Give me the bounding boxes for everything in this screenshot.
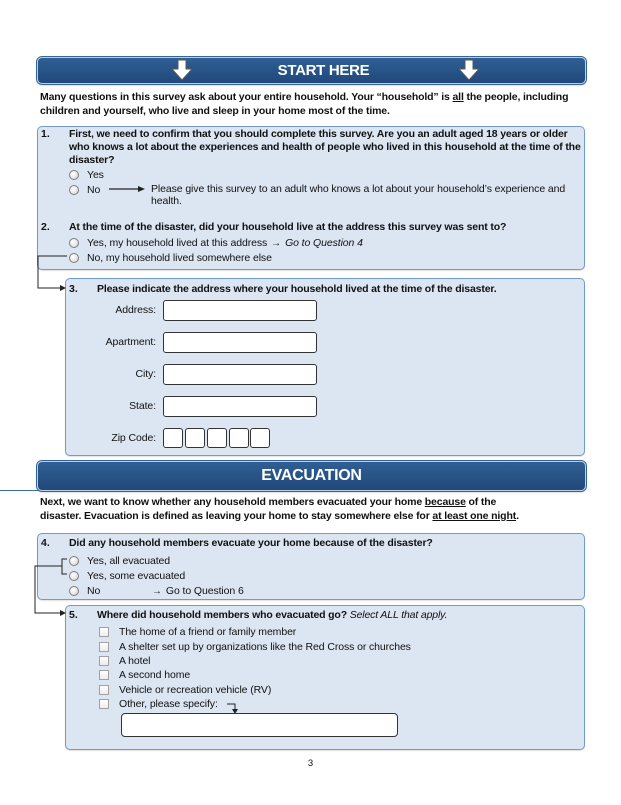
q5-hotel-label: A hotel bbox=[119, 654, 151, 667]
apartment-input[interactable] bbox=[163, 332, 317, 353]
q2-yes-radio[interactable] bbox=[69, 238, 79, 248]
state-input[interactable] bbox=[163, 396, 317, 417]
city-input[interactable] bbox=[163, 364, 317, 385]
apartment-label: Apartment: bbox=[105, 336, 156, 348]
zip-code-label: Zip Code: bbox=[111, 432, 156, 444]
zip-digit-input[interactable] bbox=[163, 428, 183, 448]
question-5-box bbox=[65, 605, 585, 750]
question-1-2-box bbox=[37, 126, 585, 270]
intro-emphasis-all: all bbox=[452, 91, 464, 103]
evac-intro-part: . bbox=[516, 510, 519, 522]
address-field-row bbox=[66, 300, 366, 321]
q2-skip-instruction: Go to Question 4 bbox=[285, 236, 363, 249]
q5-vehicle-label: Vehicle or recreation vehicle (RV) bbox=[119, 683, 272, 696]
q5-other-label: Other, please specify: bbox=[119, 697, 218, 710]
evac-intro-emphasis-night: at least one night bbox=[432, 510, 517, 522]
question-3-box bbox=[65, 278, 585, 456]
q4-yes-all-radio[interactable] bbox=[69, 556, 79, 566]
question-3-number: 3. bbox=[69, 283, 78, 295]
q5-other-specify-input[interactable] bbox=[121, 713, 398, 737]
q5-second-home-label: A second home bbox=[119, 668, 191, 681]
q4-no-label: No bbox=[87, 584, 101, 597]
q4-yes-some-radio[interactable] bbox=[69, 571, 79, 581]
q4-option-no[interactable] bbox=[69, 584, 100, 597]
q4-yes-some-label: Yes, some evacuated bbox=[87, 569, 186, 582]
address-input[interactable] bbox=[163, 300, 317, 321]
q4-option-yes-all[interactable] bbox=[69, 554, 170, 567]
q5-option-other[interactable] bbox=[99, 697, 218, 710]
intro-text-end: the people, including children and yourself, who live and sleep in your home most of the time. bbox=[40, 91, 569, 117]
evac-intro-emphasis-because: because bbox=[424, 496, 466, 508]
q4-no-radio[interactable] bbox=[69, 586, 79, 596]
evacuation-intro-text bbox=[40, 495, 600, 523]
state-label: State: bbox=[129, 400, 156, 412]
evac-intro-part: disaster. Evacuation is defined as leaving your home to stay somewhere else for bbox=[40, 510, 433, 522]
arrow-right-icon bbox=[109, 185, 145, 193]
zip-digit-input[interactable] bbox=[250, 428, 270, 448]
q4-yes-all-label: Yes, all evacuated bbox=[87, 554, 171, 567]
q4-skip-group bbox=[148, 584, 244, 597]
q5-second-home-checkbox[interactable] bbox=[99, 670, 109, 680]
q2-option-no[interactable] bbox=[69, 251, 272, 264]
question-4-box bbox=[37, 533, 585, 600]
q5-option-vehicle[interactable] bbox=[99, 683, 271, 696]
intro-text-start: Many questions in this survey ask about your entire household. Your “household” is bbox=[40, 91, 453, 103]
q5-friend-family-label: The home of a friend or family member bbox=[119, 625, 297, 638]
q4-skip-instruction: Go to Question 6 bbox=[165, 584, 244, 597]
evacuation-title: EVACUATION bbox=[261, 467, 362, 484]
city-label: City: bbox=[135, 368, 156, 380]
q4-option-yes-some[interactable] bbox=[69, 569, 185, 582]
state-field-row bbox=[66, 396, 366, 417]
zip-digit-input[interactable] bbox=[207, 428, 227, 448]
evac-intro-part: Next, we want to know whether any household members evacuated your home bbox=[40, 496, 425, 508]
q5-vehicle-checkbox[interactable] bbox=[99, 685, 109, 695]
q1-yes-label: Yes bbox=[87, 168, 104, 181]
question-2-number: 2. bbox=[41, 221, 50, 233]
q2-yes-label: Yes, my household lived at this address bbox=[87, 236, 268, 249]
q2-no-label: No, my household lived somewhere else bbox=[87, 251, 272, 264]
question-2-text: At the time of the disaster, did your household live at the address this survey was sent to? bbox=[69, 221, 507, 233]
q2-no-radio[interactable] bbox=[69, 253, 79, 263]
evac-intro-part: of the bbox=[465, 496, 497, 508]
q1-no-radio[interactable] bbox=[69, 185, 79, 195]
q5-friend-family-checkbox[interactable] bbox=[99, 627, 109, 637]
q5-shelter-label: A shelter set up by organizations like the Red Cross or churches bbox=[119, 640, 411, 653]
apartment-field-row bbox=[66, 332, 366, 353]
household-intro-text bbox=[40, 90, 576, 118]
q5-option-hotel[interactable] bbox=[99, 654, 150, 667]
q5-shelter-checkbox[interactable] bbox=[99, 642, 109, 652]
down-arrow-icon bbox=[458, 59, 480, 81]
question-5-text bbox=[97, 609, 577, 622]
address-label: Address: bbox=[115, 304, 156, 316]
arrow-right-icon bbox=[152, 585, 162, 597]
evacuation-banner bbox=[37, 461, 586, 491]
q2-option-yes[interactable] bbox=[69, 236, 363, 249]
q5-hotel-checkbox[interactable] bbox=[99, 656, 109, 666]
question-3-text: Please indicate the address where your household lived at the time of the disaster. bbox=[97, 283, 497, 295]
page-number: 3 bbox=[307, 758, 314, 769]
city-field-row bbox=[66, 364, 366, 385]
question-5-instruction: Select ALL that apply. bbox=[349, 609, 448, 621]
section-rule-line bbox=[0, 490, 40, 491]
q1-option-yes[interactable] bbox=[69, 168, 104, 181]
question-1-number: 1. bbox=[41, 128, 50, 140]
question-5-number: 5. bbox=[69, 609, 78, 621]
question-1-text: First, we need to confirm that you should complete this survey. Are you an adult aged 18 years or older who knows a lot about the experiences and health of people who lived in this household at the time of the disaster? bbox=[69, 128, 581, 166]
q1-no-instruction: Please give this survey to an adult who knows a lot about your household’s experience and health. bbox=[151, 183, 566, 207]
zip-digit-input[interactable] bbox=[185, 428, 205, 448]
zip-code-field-row bbox=[66, 428, 366, 449]
arrow-right-icon bbox=[271, 237, 281, 249]
q1-option-no[interactable] bbox=[69, 183, 100, 196]
q5-other-checkbox[interactable] bbox=[99, 699, 109, 709]
q1-no-label: No bbox=[87, 183, 101, 196]
q1-yes-radio[interactable] bbox=[69, 170, 79, 180]
q5-option-second-home[interactable] bbox=[99, 668, 190, 681]
question-5-prompt: Where did household members who evacuated go? bbox=[97, 609, 347, 621]
q5-option-shelter[interactable] bbox=[99, 640, 411, 653]
q5-option-friend-family[interactable] bbox=[99, 625, 296, 638]
question-4-text: Did any household members evacuate your home because of the disaster? bbox=[69, 537, 433, 549]
zip-digit-input[interactable] bbox=[229, 428, 249, 448]
start-here-banner bbox=[37, 57, 586, 84]
start-here-title: START HERE bbox=[277, 62, 370, 79]
question-4-number: 4. bbox=[41, 537, 50, 549]
